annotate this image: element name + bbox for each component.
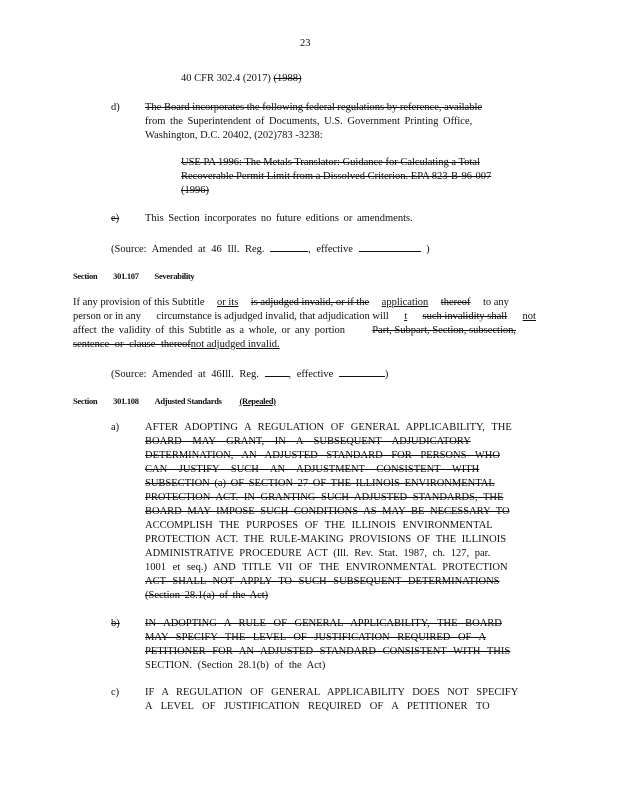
subsection-e-label: e) <box>111 213 120 224</box>
section-301-107-heading: Section 301.107 Severability <box>73 271 195 281</box>
subsection-d-line-3: Washington, D.C. 20402, (202)783 -3238: <box>145 130 323 141</box>
reg-blank <box>265 367 289 377</box>
cfr-deleted-year: (1988) <box>273 73 302 84</box>
subsection-a-line-8: ACCOMPLISH THE PURPOSES OF THE ILLINOIS ENVIRONMENTAL <box>145 520 493 531</box>
cfr-current: 40 CFR 302.4 (2017) <box>181 73 271 84</box>
subsection-a-line-9: PROTECTION ACT. THE RULE-MAKING PROVISIONS OF THE ILLINOIS <box>145 534 507 545</box>
subsection-d-line-1: The Board incorporates the following federal regulations by reference, available <box>145 102 483 113</box>
subsection-a-line-10: ADMINISTRATIVE PROCEDURE ACT (Ill. Rev. Stat. 1987, ch. 127, par. <box>145 548 491 559</box>
subsection-a-line-4: CAN JUSTIFY SUCH AN ADJUSTMENT CONSISTENT WITH <box>145 464 480 475</box>
subsection-b-line-3: PETITIONER FOR AN ADJUSTED STANDARD CONSISTENT WITH THIS <box>145 646 511 657</box>
subsection-a-line-11: 1001 et seq.) AND TITLE VII OF THE ENVIRONMENTAL PROTECTION <box>145 562 508 573</box>
subsection-c-line-1: IF A REGULATION OF GENERAL APPLICABILITY DOES NOT SPECIFY <box>145 687 519 698</box>
subsection-b-line-4: SECTION. (Section 28.1(b) of the Act) <box>145 660 326 671</box>
subsection-a-line-13: (Section 28.1(a) of the Act) <box>145 590 269 601</box>
page-number: 23 <box>300 38 311 49</box>
cfr-reference <box>181 73 301 85</box>
subsection-b-line-2: MAY SPECIFY THE LEVEL OF JUSTIFICATION REQUIRED OF A <box>145 632 487 643</box>
subsection-c-line-2: A LEVEL OF JUSTIFICATION REQUIRED OF A PETITIONER TO <box>145 701 490 712</box>
subsection-d-line-2: from the Superintendent of Documents, U.S. Government Printing Office, <box>145 116 473 127</box>
subsection-c-label: c) <box>111 687 120 698</box>
source-note-2: (Source: Amended at 46Ill. Reg. , effective ) <box>111 369 389 380</box>
subsection-a-line-6: PROTECTION ACT. IN GRANTING SUCH ADJUSTED STANDARDS, THE <box>145 492 504 503</box>
incorporated-doc-line-1: USE PA 1996: The Metals Translator: Guidance for Calculating a Total <box>181 157 480 168</box>
incorporated-doc-line-2: Recoverable Permit Limit from a Dissolved Criterion. EPA 823-B-96-007 <box>181 171 492 182</box>
severability-line-3: affect the validity of this Subtitle as a whole, or any portion Part, Subpart, Section, subsection, <box>73 325 516 336</box>
subsection-a-line-1: AFTER ADOPTING A REGULATION OF GENERAL APPLICABILITY, THE <box>145 422 512 433</box>
severability-line-2: person or in any circumstance is adjudged invalid, that adjudication will t such invalidity shall not <box>73 311 536 322</box>
effective-blank <box>359 242 421 252</box>
subsection-d-label: d) <box>111 102 120 113</box>
reg-blank <box>270 242 308 252</box>
severability-line-4: sentence or clause thereofnot adjudged invalid. <box>73 339 280 350</box>
severability-line-1: If any provision of this Subtitle or its is adjudged invalid, or if the application thereof to any <box>73 297 509 308</box>
repealed-marker: (Repealed) <box>239 396 276 406</box>
incorporated-doc-line-3: (1996) <box>181 185 209 196</box>
subsection-a-line-2: BOARD MAY GRANT, IN A SUBSEQUENT ADJUDICATORY <box>145 436 471 447</box>
subsection-a-label: a) <box>111 422 120 433</box>
subsection-a-line-5: SUBSECTION (a) OF SECTION 27 OF THE ILLINOIS ENVIRONMENTAL <box>145 478 495 489</box>
subsection-e-text: This Section incorporates no future editions or amendments. <box>145 213 413 224</box>
subsection-a-line-12: ACT SHALL NOT APPLY TO SUCH SUBSEQUENT DETERMINATIONS <box>145 576 500 587</box>
section-301-108-heading: Section 301.108 Adjusted Standards (Repealed) <box>73 396 276 406</box>
source-note-1: (Source: Amended at 46 Ill. Reg. , effective ) <box>111 244 430 255</box>
subsection-b-label: b) <box>111 618 120 629</box>
subsection-a-line-3: DETERMINATION, AN ADJUSTED STANDARD FOR PERSONS WHO <box>145 450 500 461</box>
subsection-a-line-7: BOARD MAY IMPOSE SUCH CONDITIONS AS MAY BE NECESSARY TO <box>145 506 510 517</box>
subsection-b-line-1: IN ADOPTING A RULE OF GENERAL APPLICABILITY, THE BOARD <box>145 618 502 629</box>
effective-blank <box>339 367 385 377</box>
